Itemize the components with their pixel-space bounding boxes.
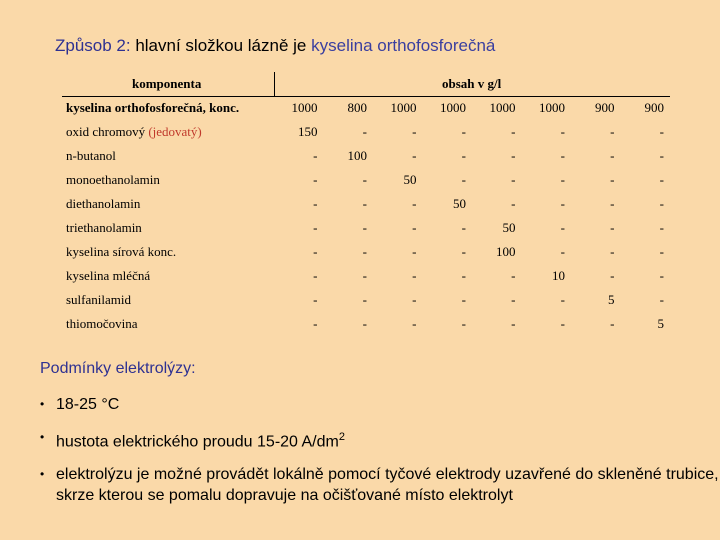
value-cell: -: [560, 124, 565, 139]
component-label: oxid chromový: [66, 124, 149, 139]
value-cell: -: [313, 172, 318, 187]
value-cell: -: [412, 220, 417, 235]
value-cell: -: [412, 268, 417, 283]
component-name: [62, 244, 274, 260]
title-prefix: Způsob 2:: [55, 36, 136, 55]
component-name: [62, 100, 274, 116]
list-item: [40, 427, 720, 452]
component-label: sulfanilamid: [66, 292, 131, 307]
value-cell: 50: [403, 172, 417, 187]
title-suffix: kyselina orthofosforečná: [311, 36, 496, 55]
value-cell: 1000: [440, 100, 466, 115]
value-cell: -: [362, 172, 367, 187]
value-cell: 5: [608, 292, 615, 307]
condition-current-density: hustota elektrického proudu 15-20 A/dm: [56, 433, 339, 451]
component-label: triethanolamin: [66, 220, 142, 235]
table-row: [62, 288, 670, 312]
component-label: kyselina mléčná: [66, 268, 151, 283]
value-cell: -: [362, 220, 367, 235]
value-cell: -: [313, 220, 318, 235]
value-cell: 1000: [291, 100, 318, 115]
bullet-glyph: •: [40, 430, 45, 444]
value-cell: -: [560, 220, 565, 235]
value-cell: 100: [347, 148, 367, 163]
component-name: [62, 220, 274, 236]
component-name: [62, 292, 274, 308]
condition-local-electrolysis: elektrolýzu je možné provádět lokálně pomocí tyčové elektrody uzavřené do skleněné trubice, skrze kterou se pomalu dopravuje na očišťované místo elektrolyt: [56, 466, 719, 505]
value-cell: -: [511, 292, 516, 307]
table-header-row: [62, 72, 670, 96]
value-cell: -: [659, 148, 664, 163]
value-cell: -: [511, 124, 516, 139]
table-body: [62, 96, 670, 336]
value-cell: -: [362, 196, 367, 211]
value-cell: 900: [595, 100, 615, 115]
component-name: [62, 268, 274, 284]
value-cell: -: [560, 316, 565, 331]
header-component: komponenta: [132, 76, 202, 91]
value-cell: -: [362, 244, 367, 259]
value-cell: 10: [552, 268, 565, 283]
list-item: [40, 464, 720, 506]
bullet-glyph: •: [40, 467, 45, 482]
value-cell: 1000: [390, 100, 417, 115]
component-label: thiomočovina: [66, 316, 138, 331]
value-cell: -: [313, 244, 318, 259]
value-cell: -: [511, 316, 516, 331]
value-cell: -: [461, 292, 466, 307]
value-cell: 900: [644, 100, 664, 115]
component-label: monoethanolamin: [66, 172, 160, 187]
value-cell: -: [610, 244, 615, 259]
value-cell: -: [610, 220, 615, 235]
value-cell: 1000: [489, 100, 516, 115]
value-cell: 50: [453, 196, 466, 211]
component-name: [62, 148, 274, 164]
table-row: [62, 96, 670, 120]
bullet-glyph: •: [40, 397, 45, 411]
value-cell: -: [659, 196, 664, 211]
table-row: [62, 192, 670, 216]
value-cell: -: [610, 196, 615, 211]
value-cell: 800: [347, 100, 367, 115]
value-cell: -: [659, 220, 664, 235]
value-cell: -: [511, 268, 516, 283]
value-cell: -: [610, 124, 615, 139]
table-row: [62, 312, 670, 336]
value-cell: -: [412, 148, 417, 163]
value-cell: -: [461, 244, 466, 259]
value-cell: -: [511, 148, 516, 163]
conditions-list: [40, 394, 720, 518]
value-cell: -: [560, 244, 565, 259]
value-cell: -: [461, 220, 466, 235]
value-cell: -: [313, 148, 318, 163]
value-cell: -: [461, 148, 466, 163]
value-cell: -: [511, 172, 516, 187]
value-cell: -: [412, 196, 417, 211]
value-cell: -: [412, 124, 417, 139]
component-name: [62, 196, 274, 212]
value-cell: 5: [657, 316, 664, 331]
table-row: [62, 120, 670, 144]
value-cell: -: [412, 316, 417, 331]
component-label: diethanolamin: [66, 196, 141, 211]
value-cell: -: [610, 172, 615, 187]
value-cell: 150: [298, 124, 318, 139]
table-row: [62, 216, 670, 240]
component-label: kyselina orthofosforečná, konc.: [66, 100, 240, 115]
value-cell: -: [610, 268, 615, 283]
component-name: [62, 316, 274, 332]
value-cell: 50: [502, 220, 516, 235]
component-label: kyselina sírová konc.: [66, 244, 177, 259]
header-content: obsah v g/l: [442, 76, 502, 91]
value-cell: -: [511, 196, 516, 211]
condition-temperature: 18-25 °C: [56, 396, 120, 413]
value-cell: -: [412, 244, 417, 259]
list-item: [40, 394, 720, 415]
value-cell: -: [313, 292, 318, 307]
value-cell: -: [659, 172, 664, 187]
table-row: [62, 144, 670, 168]
value-cell: -: [560, 292, 565, 307]
value-cell: 1000: [539, 100, 565, 115]
value-cell: -: [610, 148, 615, 163]
value-cell: -: [610, 316, 615, 331]
header-divider: [274, 72, 275, 96]
conditions-heading: Podmínky elektrolýzy:: [40, 360, 196, 377]
value-cell: -: [560, 172, 565, 187]
value-cell: 100: [496, 244, 516, 259]
table-row: [62, 240, 670, 264]
component-label: n-butanol: [66, 148, 116, 163]
unit-superscript: 2: [338, 431, 345, 443]
value-cell: -: [313, 268, 318, 283]
value-cell: -: [659, 124, 664, 139]
slide-title: [55, 36, 495, 56]
value-cell: -: [560, 148, 565, 163]
value-cell: -: [313, 316, 318, 331]
value-cell: -: [362, 268, 367, 283]
composition-table: [62, 72, 670, 336]
value-cell: -: [313, 196, 318, 211]
component-name: [62, 124, 274, 140]
component-name: [62, 172, 274, 188]
value-cell: -: [461, 124, 466, 139]
value-cell: -: [362, 124, 367, 139]
table-row: [62, 264, 670, 288]
value-cell: -: [659, 268, 664, 283]
table-row: [62, 168, 670, 192]
value-cell: -: [560, 196, 565, 211]
value-cell: -: [659, 292, 664, 307]
title-middle: hlavní složkou lázně je: [135, 36, 312, 55]
toxicity-note: (jedovatý): [148, 124, 202, 139]
value-cell: -: [362, 292, 367, 307]
value-cell: -: [461, 316, 466, 331]
value-cell: -: [461, 172, 466, 187]
value-cell: -: [412, 292, 417, 307]
value-cell: -: [362, 316, 367, 331]
value-cell: -: [659, 244, 664, 259]
value-cell: -: [461, 268, 466, 283]
